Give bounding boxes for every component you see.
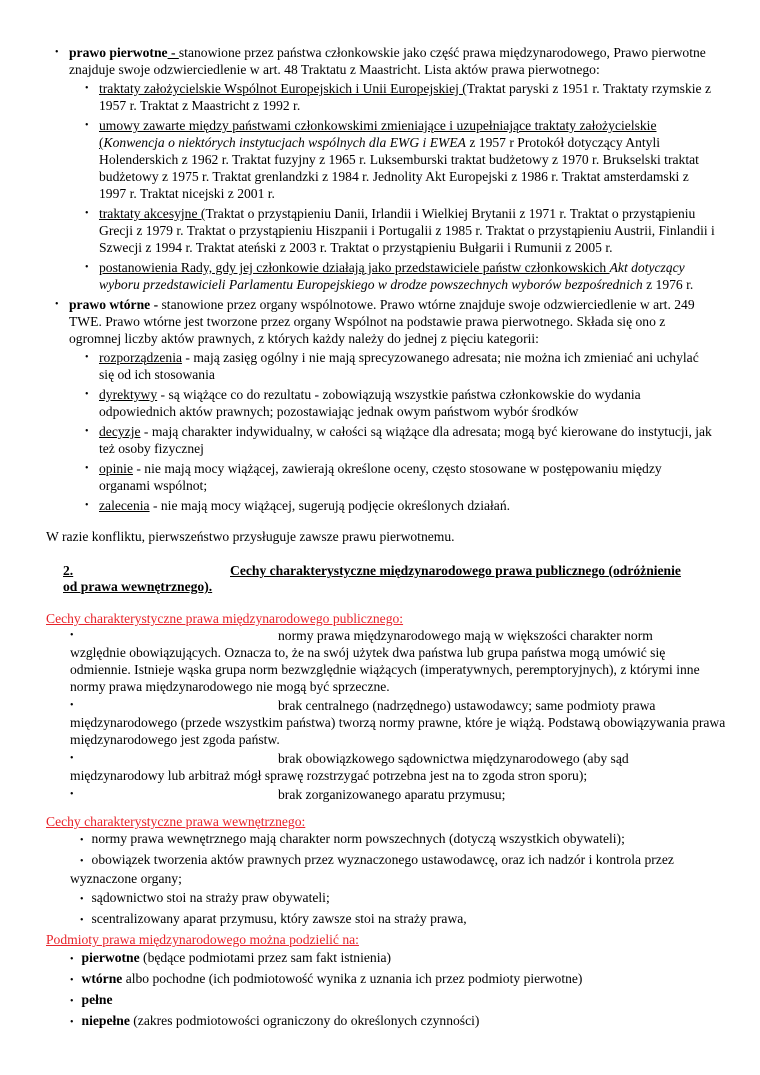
list-item: • opinie - nie mają mocy wiążącej, zawierają określone oceny, często stosowane w postępowaniu między organami wspólnot; bbox=[85, 461, 662, 493]
list-item: • traktaty założycielskie Wspólnot Europejskich i Unii Europejskiej (Traktat paryski z 1951 r. Traktaty rzymskie z 1957 r. Traktat z Maastricht z 1992 r. bbox=[85, 81, 711, 113]
bullet-icon: • bbox=[85, 83, 89, 94]
list-item: • traktaty akcesyjne (Traktat o przystąpieniu Danii, Irlandii i Wielkiej Brytanii z 1971 r. Traktat o przystąpieniu Grecji z 1979 r. Traktat o przystąpieniu Hiszpanii i Portugalii z 1985 r. Traktat o przystąpieniu Austrii, Finlandii i Szwecji z 1994 r. Traktat ateński z 2003 r. Traktat o przystąpieniu Bułgarii i Rumunii z 2005 r. bbox=[85, 206, 715, 255]
list-item: • brak zorganizowanego aparatu przymusu; bbox=[70, 787, 506, 802]
list-item: • zalecenia - nie mają mocy wiążącej, sugerują podjęcie określonych działań. bbox=[85, 498, 511, 513]
list-item: • postanowienia Rady, gdy jej członkowie działają jako przedstawiciele państw członkowskich Akt dotyczący wyboru przedstawicieli Parlamentu Europejskiego w drodze powszechnych wyborów bezpośrednich z 1976 r. bbox=[85, 260, 694, 292]
bullet-icon: • bbox=[80, 835, 84, 846]
secondary-law-term: prawo wtórne - bbox=[69, 297, 162, 312]
conflict-note: W razie konfliktu, pierwszeństwo przysługuje zawsze prawu pierwotnemu. bbox=[46, 529, 455, 544]
primary-law-sublist bbox=[69, 80, 715, 293]
secondary-law-item bbox=[55, 296, 715, 514]
bullet-icon: • bbox=[80, 894, 84, 905]
primary-law-term: prawo pierwotne - bbox=[69, 45, 179, 60]
eu-law-list bbox=[55, 44, 715, 517]
bullet-icon: • bbox=[85, 463, 89, 474]
list-item: • obowiązek tworzenia aktów prawnych przez wyznaczonego ustawodawcę, oraz ich nadzór i kontrola przez wyznaczone organy; bbox=[70, 852, 674, 886]
bullet-icon: • bbox=[85, 426, 89, 437]
bullet-icon: • bbox=[70, 753, 74, 764]
domestic-features-list bbox=[46, 830, 726, 929]
bullet-icon: • bbox=[85, 389, 89, 400]
list-item: • sądownictwo stoi na straży praw obywateli; bbox=[80, 890, 330, 905]
bullet-icon: • bbox=[85, 262, 89, 273]
domestic-features-heading: Cechy charakterystyczne prawa wewnętrznego: bbox=[46, 814, 306, 829]
section-number: 2. bbox=[63, 563, 74, 578]
list-item: • niepełne (zakres podmiotowości ograniczony do określonych czynności) bbox=[70, 1013, 480, 1028]
list-item: • rozporządzenia - mają zasięg ogólny i nie mają sprecyzowanego adresata; nie można ich zmieniać ani uchylać się od ich stosowania bbox=[85, 350, 699, 382]
intl-features-list bbox=[46, 627, 726, 803]
list-item: • decyzje - mają charakter indywidualny, w całości są wiążące dla adresata; mogą być kierowane do instytucji, jak też osoby fizycznej bbox=[85, 424, 712, 456]
bullet-icon: • bbox=[85, 500, 89, 511]
secondary-law-sublist bbox=[69, 349, 715, 514]
list-item: • wtórne albo pochodne (ich podmiotowość wynika z uznania ich przez podmioty pierwotne) bbox=[70, 971, 583, 986]
bullet-icon: • bbox=[70, 996, 74, 1007]
list-item: • brak obowiązkowego sądownictwa międzynarodowego (aby sąd międzynarodowy lub arbitraż mógł sprawę rozstrzygać potrzebna jest na to zgoda stron sporu); bbox=[70, 751, 629, 783]
list-item: • normy prawa wewnętrznego mają charakter norm powszechnych (dotyczą wszystkich obywateli); bbox=[80, 831, 625, 846]
bullet-icon: • bbox=[55, 299, 59, 310]
bullet-icon: • bbox=[85, 208, 89, 219]
bullet-icon: • bbox=[85, 352, 89, 363]
subjects-list bbox=[70, 949, 730, 1031]
section-title-line2: od prawa wewnętrznego). bbox=[63, 579, 213, 594]
bullet-icon: • bbox=[70, 630, 74, 641]
bullet-icon: • bbox=[70, 1017, 74, 1028]
bullet-icon: • bbox=[70, 975, 74, 986]
bullet-icon: • bbox=[55, 47, 59, 58]
list-item: • brak centralnego (nadrzędnego) ustawodawcy; same podmioty prawa międzynarodowego (przede wszystkim państwa) tworzą normy prawne, które je wiążą. Podstawą obowiązywania prawa międzynarodowego jest zgoda państw. bbox=[70, 698, 726, 747]
list-item: • umowy zawarte między państwami członkowskimi zmieniające i uzupełniające traktaty założycielskie (Konwencja o niektórych instytucjach wspólnych dla EWG i EWEA z 1957 r Protokół dotyczący Antyli Holenderskich z 1962 r. Traktat fuzyjny z 1965 r. Luksemburski traktat budżetowy z 1970 r. Brukselski traktat budżetowy z 1975 r. Traktat grenlandzki z 1984 r. Jednolity Akt Europejski z 1986 r. Traktat amsterdamski z 1997 r. Traktat nicejski z 2001 r. bbox=[85, 118, 699, 201]
primary-law-text: stanowione przez państwa członkowskie jako część prawa międzynarodowego, Prawo pierwotne znajduje swoje odzwierciedlenie w art. 48 Traktatu z Maastricht. Lista aktów prawa pierwotnego: bbox=[69, 45, 706, 77]
list-item: • pełne bbox=[70, 992, 113, 1007]
bullet-icon: • bbox=[80, 856, 84, 867]
bullet-icon: • bbox=[85, 120, 89, 131]
section-title-line1: Cechy charakterystyczne międzynarodowego prawa publicznego (odróżnienie bbox=[230, 563, 681, 578]
intl-features-heading: Cechy charakterystyczne prawa międzynarodowego publicznego: bbox=[46, 611, 404, 626]
bullet-icon: • bbox=[70, 954, 74, 965]
bullet-icon: • bbox=[80, 915, 84, 926]
list-item: • normy prawa międzynarodowego mają w większości charakter norm względnie obowiązujących. Oznacza to, że na swój użytek dwa państwa lub grupa państwa mogą umówić się odmiennie. Istnieje wąska grupa norm bezwzględnie wiążących (imperatywnych, peremptoryjnych), z którymi inne normy prawa międzynarodowego nie mogą być sprzeczne. bbox=[70, 628, 700, 694]
bullet-icon: • bbox=[70, 700, 74, 711]
subjects-heading: Podmioty prawa międzynarodowego można podzielić na: bbox=[46, 932, 359, 947]
list-item: • dyrektywy - są wiążące co do rezultatu - zobowiązują wszystkie państwa członkowskie do wydania odpowiednich aktów prawnych; pozostawiając jednak owym państwom wybór środków bbox=[85, 387, 641, 419]
list-item: • pierwotne (będące podmiotami przez sam fakt istnienia) bbox=[70, 950, 392, 965]
primary-law-item bbox=[55, 44, 715, 293]
secondary-law-text: stanowione przez organy wspólnotowe. Prawo wtórne znajduje swoje odzwierciedlenie w art. 249 TWE. Prawo wtórne jest tworzone przez organy Wspólnot na podstawie prawa pierwotnego. Składa się ono z ogromnej liczby aktów prawnych, z których każdy należy do jednej z pięciu kategorii: bbox=[69, 297, 695, 346]
bullet-icon: • bbox=[70, 789, 74, 800]
list-item: • scentralizowany aparat przymusu, który zawsze stoi na straży prawa, bbox=[80, 911, 467, 926]
